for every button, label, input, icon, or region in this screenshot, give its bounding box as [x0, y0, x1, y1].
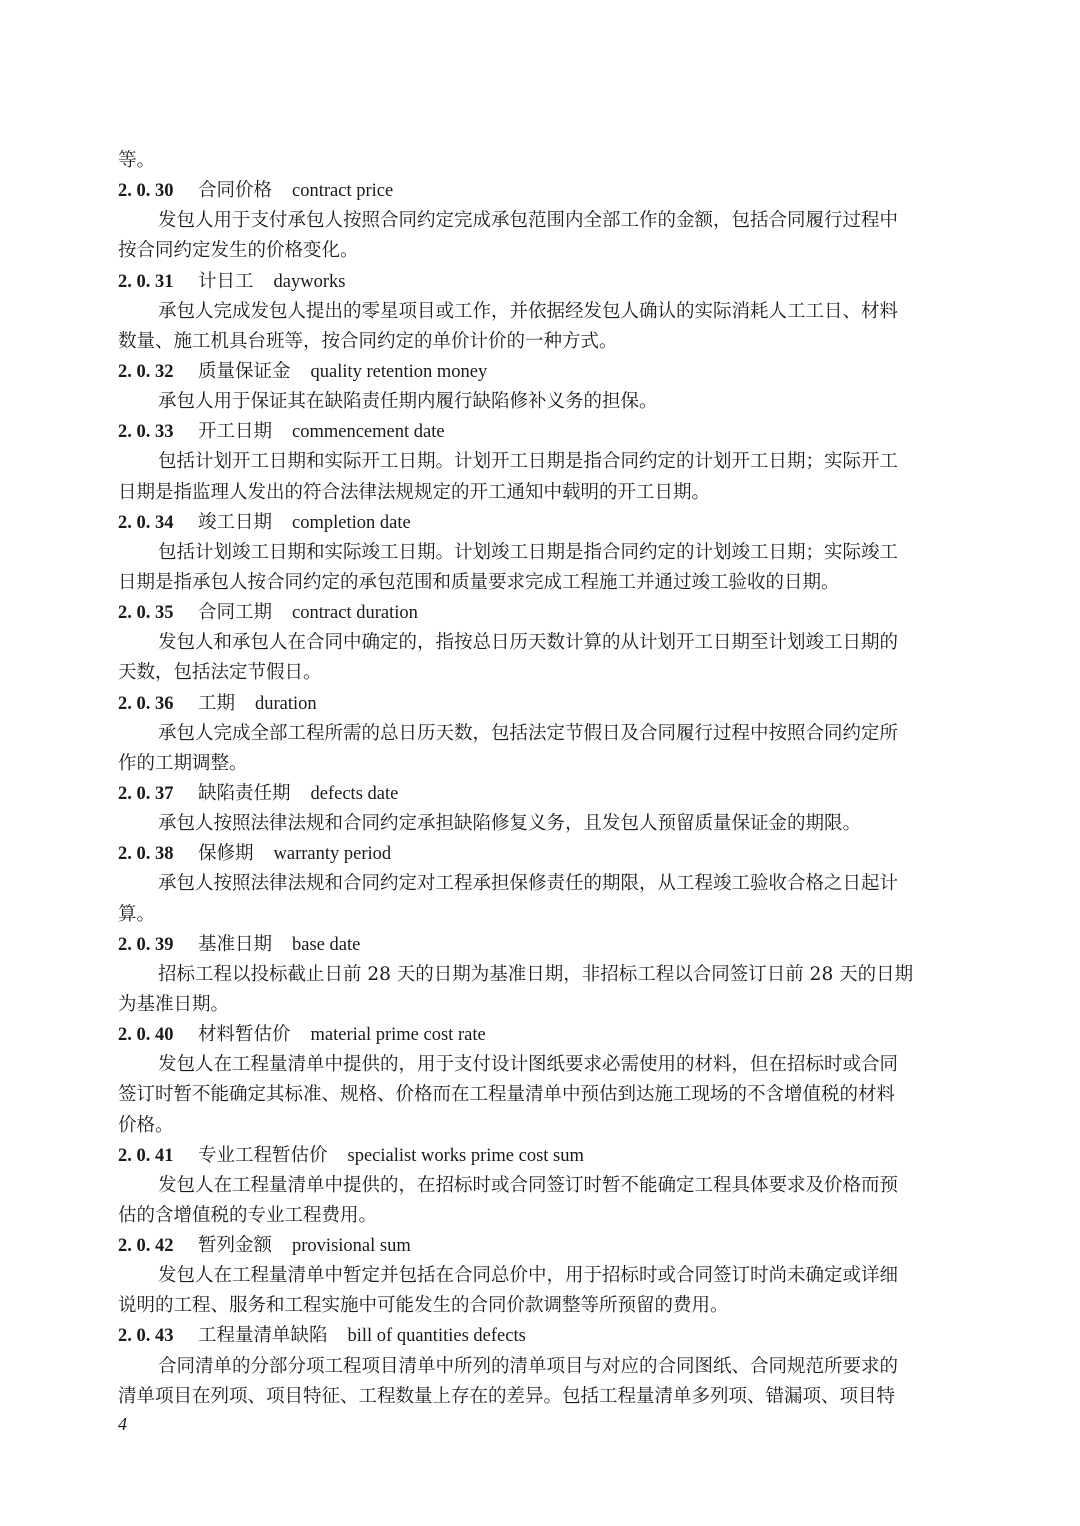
term-english: quality retention money [310, 361, 488, 382]
definition-line: 包括计划开工日期和实际开工日期。计划开工日期是指合同约定的计划开工日期；实际开工 [158, 451, 899, 473]
term-chinese: 计日工 [198, 270, 254, 292]
term-number: 2. 0. 40 [118, 1025, 174, 1046]
term-number: 2. 0. 43 [118, 1326, 174, 1347]
term-number: 2. 0. 34 [118, 512, 174, 533]
page-number: 4 [118, 1414, 127, 1434]
definition-line: 发包人在工程量清单中提供的，在招标时或合同签订时暂不能确定工程具体要求及价格而预 [158, 1174, 899, 1196]
term-english: dayworks [273, 271, 346, 292]
term-chinese: 专业工程暂估价 [198, 1144, 328, 1166]
term-heading [118, 1321, 958, 1351]
term-list [118, 176, 958, 1412]
term-heading [118, 267, 958, 297]
term-heading [118, 1141, 958, 1171]
term-number: 2. 0. 35 [118, 603, 174, 624]
term-number: 2. 0. 32 [118, 361, 174, 382]
term-english: bill of quantities defects [347, 1326, 526, 1347]
definition-line: 承包人按照法律法规和合同约定承担缺陷修复义务，且发包人预留质量保证金的期限。 [158, 813, 862, 835]
term-number: 2. 0. 30 [118, 181, 174, 202]
definition-line: 按合同约定发生的价格变化。 [118, 240, 359, 262]
definition-line: 为基准日期。 [118, 993, 230, 1015]
definition-line: 发包人用于支付承包人按照合同约定完成承包范围内全部工作的金额，包括合同履行过程中 [158, 210, 899, 232]
term-chinese: 竣工日期 [198, 511, 273, 533]
term-english: commencement date [292, 422, 445, 443]
term-english: duration [255, 693, 317, 714]
term-number: 2. 0. 33 [118, 422, 174, 443]
term-english: warranty period [273, 844, 392, 865]
term-chinese: 工期 [198, 692, 236, 714]
definition-line: 招标工程以投标截止日前 28 天的日期为基准日期，非招标工程以合同签订日前 28 天的日期 [158, 963, 914, 985]
term-english: specialist works prime cost sum [347, 1145, 584, 1166]
term-chinese: 缺陷责任期 [198, 782, 291, 804]
term-number: 2. 0. 31 [118, 271, 174, 292]
term-number: 2. 0. 37 [118, 783, 174, 804]
definition-line: 价格。 [118, 1114, 174, 1136]
definition-line: 承包人用于保证其在缺陷责任期内履行缺陷修补义务的担保。 [158, 391, 658, 413]
term-chinese: 材料暂估价 [198, 1024, 291, 1046]
term-heading [118, 779, 958, 809]
term-heading [118, 357, 958, 387]
term-chinese: 合同工期 [198, 602, 273, 624]
definition-line: 作的工期调整。 [118, 752, 248, 774]
definition-line: 合同清单的分部分项工程项目清单中所列的清单项目与对应的合同图纸、合同规范所要求的 [158, 1355, 899, 1377]
definition-line: 估的含增值税的专业工程费用。 [118, 1204, 378, 1226]
term-chinese: 保修期 [198, 843, 254, 865]
continuation-line: 等。 [118, 150, 156, 171]
term-english: contract price [292, 181, 394, 202]
definition-line: 说明的工程、服务和工程实施中可能发生的合同价款调整等所预留的费用。 [118, 1295, 729, 1317]
term-heading [118, 417, 958, 447]
term-heading [118, 598, 958, 628]
term-english: completion date [292, 512, 411, 533]
definition-line: 日期是指监理人发出的符合法律法规规定的开工通知中载明的开工日期。 [118, 481, 711, 503]
definition-line: 承包人完成全部工程所需的总日历天数，包括法定节假日及合同履行过程中按照合同约定所 [158, 722, 899, 744]
definition-line: 发包人在工程量清单中提供的，用于支付设计图纸要求必需使用的材料，但在招标时或合同 [158, 1054, 899, 1076]
term-number: 2. 0. 39 [118, 934, 174, 955]
term-chinese: 基准日期 [198, 933, 273, 955]
definition-line: 签订时暂不能确定其标准、规格、价格而在工程量清单中预估到达施工现场的不含增值税的材料 [118, 1084, 896, 1106]
term-chinese: 合同价格 [198, 180, 273, 202]
term-chinese: 质量保证金 [198, 360, 291, 382]
term-heading [118, 508, 958, 538]
term-english: provisional sum [292, 1236, 411, 1257]
term-english: base date [292, 934, 361, 955]
definition-line: 发包人在工程量清单中暂定并包括在合同总价中，用于招标时或合同签订时尚未确定或详细 [158, 1265, 899, 1287]
term-number: 2. 0. 41 [118, 1145, 174, 1166]
term-chinese: 工程量清单缺陷 [198, 1325, 328, 1347]
term-heading [118, 1020, 958, 1050]
term-number: 2. 0. 38 [118, 844, 174, 865]
definition-line: 承包人完成发包人提出的零星项目或工作，并依据经发包人确认的实际消耗人工工日、材料 [158, 300, 899, 322]
definition-line: 承包人按照法律法规和合同约定对工程承担保修责任的期限，从工程竣工验收合格之日起计 [158, 873, 899, 895]
term-heading [118, 839, 958, 869]
definition-line: 天数，包括法定节假日。 [118, 662, 322, 684]
term-heading [118, 176, 958, 206]
term-chinese: 暂列金额 [198, 1235, 273, 1257]
term-number: 2. 0. 42 [118, 1236, 174, 1257]
definition-line: 发包人和承包人在合同中确定的，指按总日历天数计算的从计划开工日期至计划竣工日期的 [158, 632, 899, 654]
term-heading [118, 689, 958, 719]
term-english: material prime cost rate [310, 1025, 486, 1046]
term-chinese: 开工日期 [198, 421, 273, 443]
definition-line: 日期是指承包人按合同约定的承包范围和质量要求完成工程施工并通过竣工验收的日期。 [118, 571, 840, 593]
definition-line: 清单项目在列项、项目特征、工程数量上存在的差异。包括工程量清单多列项、错漏项、项目特 [118, 1385, 896, 1407]
term-number: 2. 0. 36 [118, 693, 174, 714]
term-heading [118, 1231, 958, 1261]
definition-line: 算。 [118, 903, 156, 925]
term-english: defects date [310, 783, 399, 804]
definition-line: 数量、施工机具台班等，按合同约定的单价计价的一种方式。 [118, 330, 618, 352]
term-heading [118, 930, 958, 960]
definition-line: 包括计划竣工日期和实际竣工日期。计划竣工日期是指合同约定的计划竣工日期；实际竣工 [158, 541, 899, 563]
term-english: contract duration [292, 603, 418, 624]
document-page [118, 146, 958, 1412]
